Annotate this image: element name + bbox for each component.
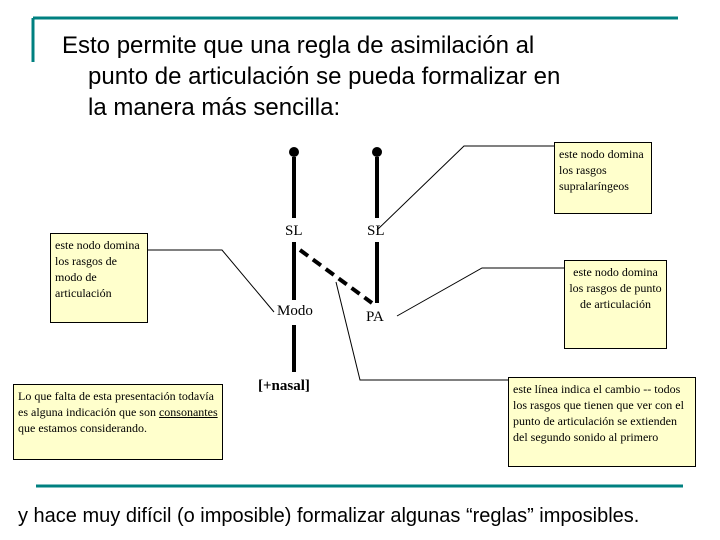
pointer-place xyxy=(397,268,564,316)
pointer-supralaryngeal xyxy=(377,146,554,230)
callout-supralaryngeal: este nodo domina los rasgos supralaríngeos xyxy=(554,142,652,214)
callout-change: este línea indica el cambio -- todos los rasgos que tienen que ver con el punto de articulación se extienden del segundo sonido al primero xyxy=(508,377,696,467)
node-nasal: [+nasal] xyxy=(258,378,310,394)
slide-title xyxy=(62,30,702,123)
bottom-text: y hace muy difícil (o imposible) formalizar algunas “reglas” imposibles. xyxy=(18,505,640,527)
callout-missing-consonants xyxy=(13,384,223,460)
title-line-1: Esto permite que una regla de asimilación al xyxy=(62,32,535,59)
callout-missing-text-2: que estamos considerando. xyxy=(18,421,147,435)
callout-missing-text-1: Lo que falta de esta presentación todavía es alguna indicación que son xyxy=(18,389,214,419)
callout-place: este nodo domina los rasgos de punto de articulación xyxy=(564,260,667,349)
callout-missing-underlined: consonantes xyxy=(158,405,218,419)
title-line-3: la manera más sencilla: xyxy=(88,94,341,121)
node-sl-right: SL xyxy=(367,223,385,239)
root-dot-left xyxy=(289,147,299,157)
spreading-dashed-line xyxy=(300,250,372,303)
pointer-change xyxy=(336,282,508,380)
callout-manner: este nodo domina los rasgos de modo de articulación xyxy=(50,233,148,323)
root-dot-right xyxy=(372,147,382,157)
node-modo: Modo xyxy=(277,303,313,319)
node-sl-left: SL xyxy=(285,223,303,239)
pointer-manner xyxy=(148,250,274,312)
node-pa: PA xyxy=(366,309,384,325)
title-line-2: punto de articulación se pueda formalizar en xyxy=(88,63,561,90)
